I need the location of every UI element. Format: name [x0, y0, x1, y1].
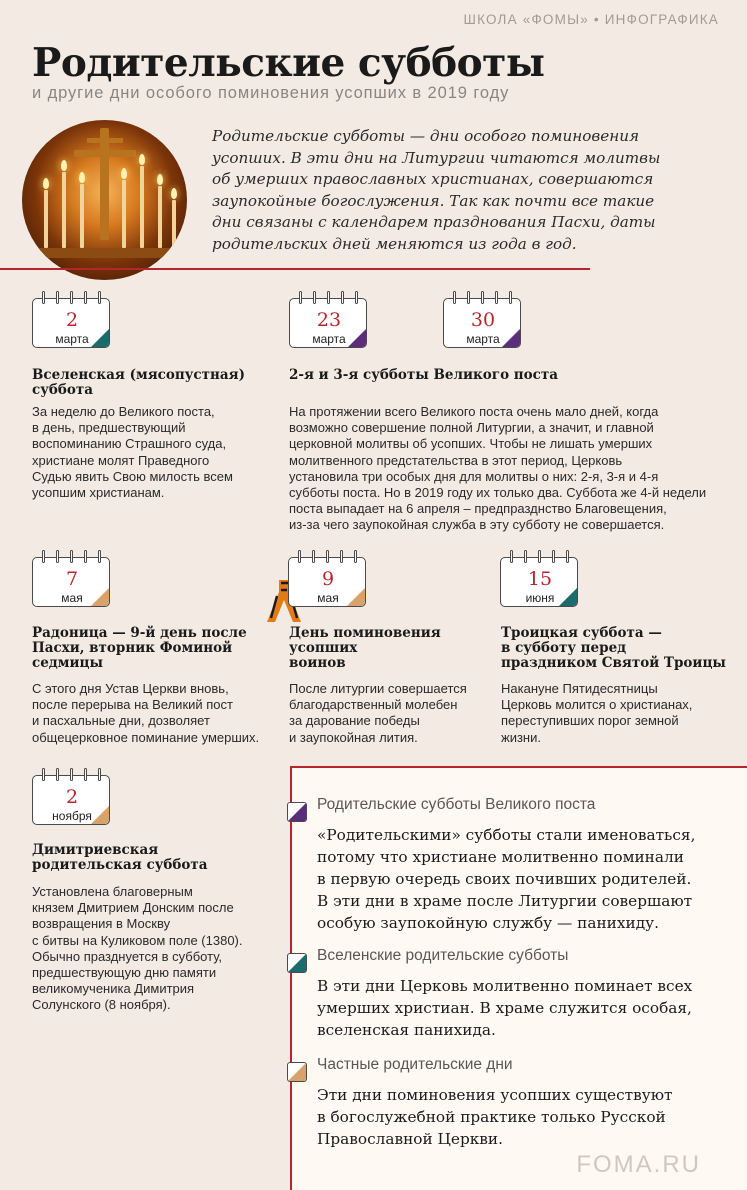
series-tag: ШКОЛА «ФОМЫ» • ИНФОГРАФИКА	[463, 12, 719, 27]
calendar-icon: 2 ноября	[32, 768, 112, 826]
section-text: После литургии совершается благодарственный молебен за дарование победы и заупокойная лития.	[289, 681, 467, 745]
calendar-icon: 23 марта	[289, 291, 369, 349]
page-title: Родительские субботы	[32, 40, 545, 86]
section-text: С этого дня Устав Церкви вновь, после перерыва на Великий пост и пасхальные дни, дозволяет общецерковное поминание умерших.	[32, 681, 260, 745]
legend-text: Эти дни поминовения усопших существуют в богослужебной практике только Русской Православной Церкви.	[317, 1086, 673, 1148]
legend-text: «Родительскими» субботы стали именоваться, потому что христиане молитвенно поминали в первую очередь своих почивших родителей. В эти дни в храме после Литургии совершают особую заупокойную службу — панихиду.	[317, 826, 696, 932]
intro-text: Родительские субботы — дни особого поминовения усопших. В эти дни на Литургии читаются молитвы об умерших православных христианах, совершаются заупокойные богослужения. Так как почти все такие дни связаны с календарем празднования Пасхи, даты родительских дней меняются из года в год.	[212, 127, 661, 253]
section-text: Накануне Пятидесятницы Церковь молится о христианах, переступивших порог земной жизни.	[501, 681, 693, 745]
calendar-icon: 2 марта	[32, 291, 112, 349]
section-title: День поминовения усопших воинов	[289, 625, 441, 671]
legend-text: В эти дни Церковь молитвенно поминает всех умерших христиан. В храме служится особая, вселенская панихида.	[317, 977, 693, 1039]
calendar-icon: 15 июня	[500, 550, 580, 608]
section-title: Димитриевская родительская суббота	[32, 842, 208, 873]
purple-marker-icon	[287, 802, 307, 822]
calendar-icon: 7 мая	[32, 550, 112, 608]
legend-heading: Вселенские родительские субботы	[317, 947, 569, 964]
candles-icon	[22, 120, 187, 280]
brand-logo: FOMA.RU	[576, 1151, 701, 1178]
section-text: Установлена благоверным князем Дмитрием Донским после возвращения в Москву с битвы на Куликовом поле (1380). Обычно празднуется в субботу, предшествующую дню памяти великомученика Димитрия Солунского (8 ноября).	[32, 884, 243, 1013]
legend-heading: Родительские субботы Великого поста	[317, 796, 596, 813]
page-subtitle: и другие дни особого поминовения усопших в 2019 году	[32, 84, 510, 102]
section-title: Радоница — 9-й день после Пасхи, вторник Фоминой седмицы	[32, 625, 247, 671]
legend-heading: Частные родительские дни	[317, 1056, 513, 1073]
tan-marker-icon	[287, 1062, 307, 1082]
teal-marker-icon	[287, 953, 307, 973]
section-title: Вселенская (мясопустная) суббота	[32, 367, 246, 398]
calendar-icon: 9 мая	[288, 550, 368, 608]
divider	[0, 268, 590, 270]
calendar-icon: 30 марта	[443, 291, 523, 349]
section-text: На протяжении всего Великого поста очень мало дней, когда возможно совершение полной Литургии, а значит, и главной церковной молитвы об усопших. Чтобы не лишать умерших молитвенного предстательства в этот период, Церковь установила три особых дня для молитвы о них: 2-я, 3-я и 4-я субботы поста. Но в 2019 году их только два. Суббота же 4-й недели поста выпадает на 6 апреля – предпразднство Благовещения, из-за чего заупокойная служба в эту субботу не совершается.	[289, 404, 707, 533]
section-text: За неделю до Великого поста, в день, предшествующий воспоминанию Страшного суда, христиане молят Праведного Судью явить Свою милость всем усопшим христианам.	[32, 404, 233, 501]
divider	[290, 766, 747, 768]
section-title: 2-я и 3-я субботы Великого поста	[289, 367, 559, 383]
section-title: Троицкая суббота — в субботу перед праздником Святой Троицы	[501, 625, 726, 671]
